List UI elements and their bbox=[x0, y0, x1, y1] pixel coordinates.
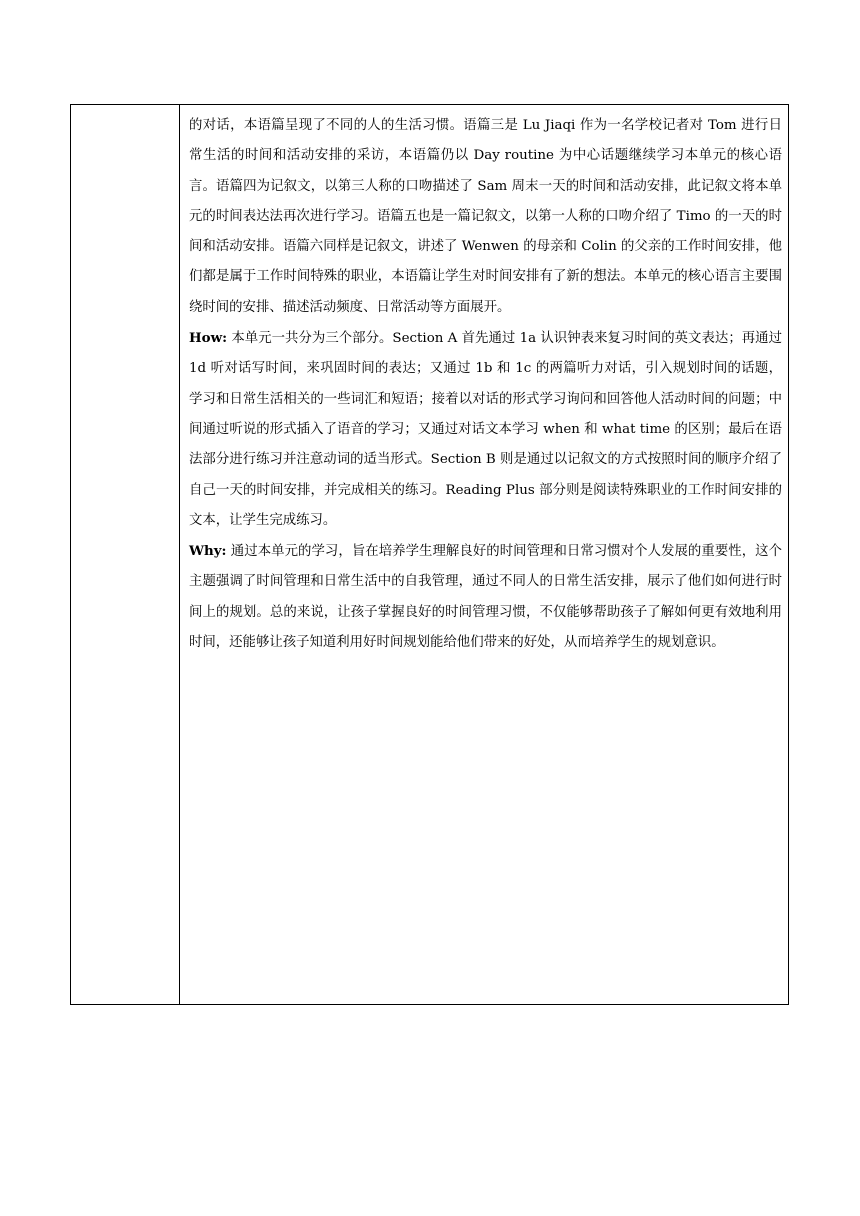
table-left-cell bbox=[71, 105, 180, 1004]
paragraph-lead-how: How: bbox=[189, 330, 228, 347]
paragraph-lead-why: Why: bbox=[189, 543, 227, 560]
analysis-table bbox=[70, 104, 789, 1005]
paragraph-what-continued bbox=[189, 111, 782, 323]
paragraph-why bbox=[189, 536, 782, 658]
paragraph-body: 的对话，本语篇呈现了不同的人的生活习惯。语篇三是 Lu Jiaqi 作为一名学校记者对 Tom 进行日常生活的时间和活动安排的采访，本语篇仍以 Day routine 为中心话题继续学习本单元的核心语言。语篇四为记叙文，以第三人称的口吻描述了 Sam 周末一天的时间和活动安排，此记叙文将本单元的时间表达法再次进行学习。语篇五也是一篇记叙文，以第一人称的口吻介绍了 Timo 的一天的时间和活动安排。语篇六同样是记叙文，讲述了 Wenwen 的母亲和 Colin 的父亲的工作时间安排，他们都是属于工作时间特殊的职业，本语篇让学生对时间安排有了新的想法。本单元的核心语言主要围绕时间的安排、描述活动频度、日常活动等方面展开。 bbox=[189, 118, 782, 315]
paragraph-body: 通过本单元的学习，旨在培养学生理解良好的时间管理和日常习惯对个人发展的重要性，这个主题强调了时间管理和日常生活中的自我管理，通过不同人的日常生活安排，展示了他们如何进行时间上的规划。总的来说，让孩子掌握良好的时间管理习惯，不仅能够帮助孩子了解如何更有效地利用时间，还能够让孩子知道利用好时间规划能给他们带来的好处，从而培养学生的规划意识。 bbox=[189, 544, 782, 651]
paragraph-body: 本单元一共分为三个部分。Section A 首先通过 1a 认识钟表来复习时间的英文表达；再通过 1d 听对话写时间，来巩固时间的表达；又通过 1b 和 1c 的两篇听力对话，引入规划时间的话题，学习和日常生活相关的一些词汇和短语；接着以对话的形式学习询问和回答他人活动时间的问题；中间通过听说的形式插入了语音的学习；又通过对话文本学习 when 和 what time 的区别；最后在语法部分进行练习并注意动词的适当形式。Section B 则是通过以记叙文的方式按照时间的顺序介绍了自己一天的时间安排，并完成相关的练习。Reading Plus 部分则是阅读特殊职业的工作时间安排的文本，让学生完成练习。 bbox=[189, 331, 782, 528]
paragraph-how bbox=[189, 323, 782, 536]
table-right-cell bbox=[180, 105, 788, 1004]
